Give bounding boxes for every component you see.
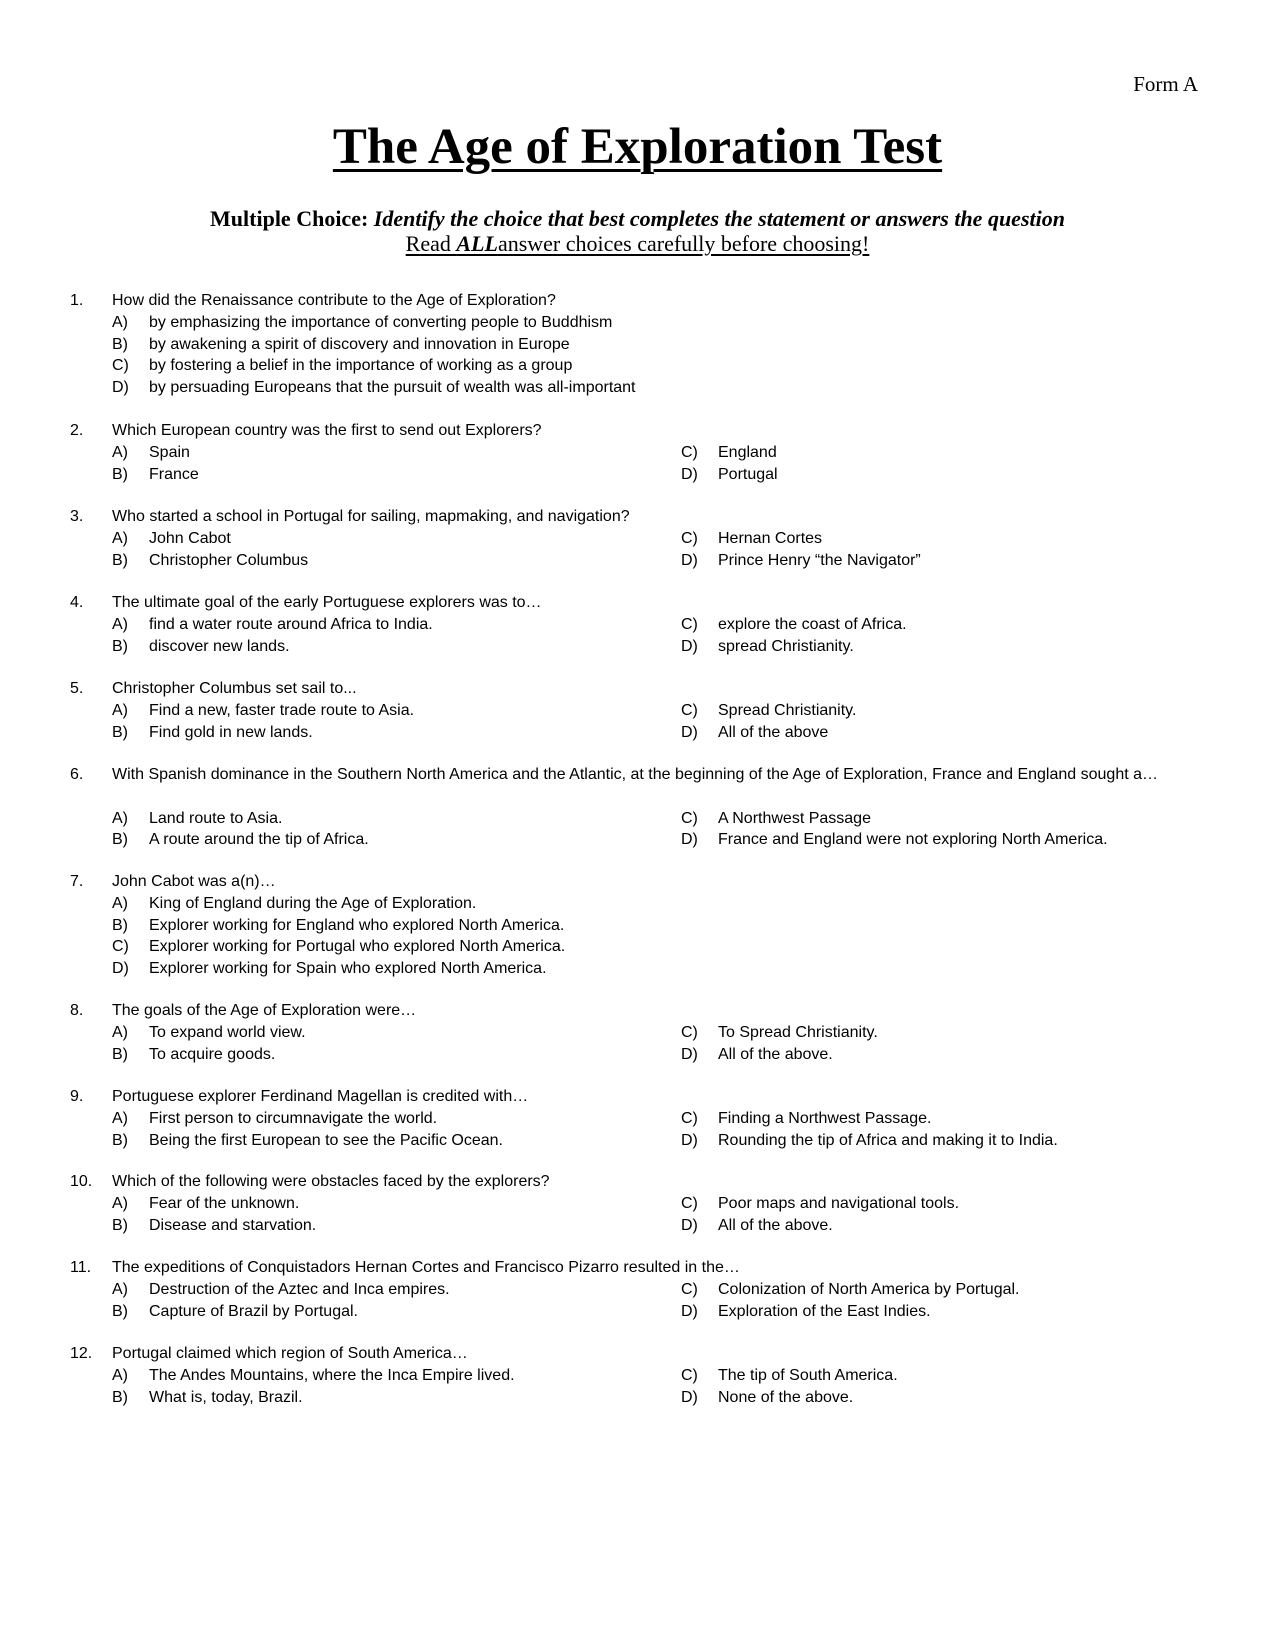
option-letter: C) xyxy=(681,809,698,827)
option-letter: D) xyxy=(681,1131,698,1149)
question-text: With Spanish dominance in the Southern North America and the Atlantic, at the beginning of the Age of Exploration, France and England sought a… xyxy=(112,766,1158,783)
option-text: Being the first European to see the Pacific Ocean. xyxy=(149,1131,503,1149)
option-letter: A) xyxy=(112,1366,128,1384)
option-letter: B) xyxy=(112,831,128,849)
question-number: 11. xyxy=(70,1259,92,1276)
option-letter: A) xyxy=(112,529,128,547)
option-text: Find a new, faster trade route to Asia. xyxy=(149,701,415,719)
option-letter: C) xyxy=(681,1023,698,1041)
question-text: John Cabot was a(n)… xyxy=(112,873,276,890)
option-letter: D) xyxy=(681,1216,698,1234)
option-text: First person to circumnavigate the world. xyxy=(149,1109,438,1127)
option-text: Finding a Northwest Passage. xyxy=(718,1109,932,1127)
option-text: find a water route around Africa to India. xyxy=(149,615,433,633)
option-text: Disease and starvation. xyxy=(149,1216,317,1234)
option-text: King of England during the Age of Exploration. xyxy=(149,894,477,912)
option-letter: B) xyxy=(112,335,128,353)
option-text: France and England were not exploring North America. xyxy=(718,831,1108,849)
option-letter: C) xyxy=(681,1194,698,1212)
question-text: Who started a school in Portugal for sailing, mapmaking, and navigation? xyxy=(112,508,630,525)
question-number: 12. xyxy=(70,1345,93,1362)
option-letter: A) xyxy=(112,1280,128,1298)
option-letter: B) xyxy=(112,1388,128,1406)
option-letter: B) xyxy=(112,1045,128,1063)
option-letter: B) xyxy=(112,465,128,483)
option-letter: C) xyxy=(681,701,698,719)
option-letter: C) xyxy=(112,357,129,375)
option-letter: A) xyxy=(112,443,128,461)
question-text: The ultimate goal of the early Portuguese explorers was to… xyxy=(112,594,542,611)
option-text: Land route to Asia. xyxy=(149,809,283,827)
option-letter: B) xyxy=(112,916,128,934)
line2-post: answer choices carefully before choosing! xyxy=(497,231,870,256)
question-text: Which European country was the first to send out Explorers? xyxy=(112,422,542,439)
option-text: Find gold in new lands. xyxy=(149,723,313,741)
form-label: Form A xyxy=(1133,72,1198,96)
option-text: A Northwest Passage xyxy=(718,809,871,827)
option-text: explore the coast of Africa. xyxy=(718,615,907,633)
line2-all: ALL xyxy=(456,231,498,256)
option-text: discover new lands. xyxy=(149,637,290,655)
option-text: by persuading Europeans that the pursuit of wealth was all-important xyxy=(149,379,636,397)
question-text: Christopher Columbus set sail to... xyxy=(112,680,357,697)
question-text: Portuguese explorer Ferdinand Magellan is credited with… xyxy=(112,1088,529,1105)
option-letter: A) xyxy=(112,615,128,633)
option-text: Rounding the tip of Africa and making it to India. xyxy=(718,1131,1058,1149)
option-text: Capture of Brazil by Portugal. xyxy=(149,1302,358,1320)
option-text: England xyxy=(718,443,777,461)
option-letter: B) xyxy=(112,723,128,741)
option-letter: D) xyxy=(112,379,129,397)
option-letter: D) xyxy=(112,960,129,978)
option-text: Exploration of the East Indies. xyxy=(718,1302,931,1320)
question-text: The expeditions of Conquistadors Hernan Cortes and Francisco Pizarro resulted in the… xyxy=(112,1259,740,1276)
page-title-text: The Age of Exploration Test xyxy=(332,119,943,175)
question-number: 7. xyxy=(70,873,84,890)
question-number: 6. xyxy=(70,766,84,783)
option-letter: C) xyxy=(681,1109,698,1127)
question-number: 5. xyxy=(70,680,84,697)
question-number: 1. xyxy=(70,292,84,309)
question-text: Which of the following were obstacles faced by the explorers? xyxy=(112,1173,550,1190)
question-text: The goals of the Age of Exploration were… xyxy=(112,1002,417,1019)
instructions-line-2 xyxy=(0,231,1275,256)
option-letter: C) xyxy=(681,1280,698,1298)
option-text: Spain xyxy=(149,443,190,461)
option-text: All of the above. xyxy=(718,1216,833,1234)
option-letter: C) xyxy=(681,529,698,547)
mc-text: Identify the choice that best completes the statement or answers the question xyxy=(373,206,1065,231)
option-text: France xyxy=(149,465,199,483)
option-text: John Cabot xyxy=(149,529,231,547)
option-text: Spread Christianity. xyxy=(718,701,857,719)
option-letter: B) xyxy=(112,551,128,569)
option-letter: A) xyxy=(112,809,128,827)
option-letter: A) xyxy=(112,894,128,912)
question-number: 2. xyxy=(70,422,84,439)
option-text: Poor maps and navigational tools. xyxy=(718,1194,960,1212)
option-text: Colonization of North America by Portugal. xyxy=(718,1280,1020,1298)
option-letter: A) xyxy=(112,701,128,719)
option-letter: C) xyxy=(681,1366,698,1384)
option-text: Explorer working for Portugal who explored North America. xyxy=(149,938,566,956)
option-letter: D) xyxy=(681,1302,698,1320)
option-text: Fear of the unknown. xyxy=(149,1194,300,1212)
option-letter: C) xyxy=(112,938,129,956)
question-number: 9. xyxy=(70,1088,84,1105)
option-text: by emphasizing the importance of converting people to Buddhism xyxy=(149,313,613,331)
page-title xyxy=(0,118,1275,176)
option-text: by fostering a belief in the importance of working as a group xyxy=(149,357,573,375)
option-text: Portugal xyxy=(718,465,778,483)
option-text: All of the above xyxy=(718,723,829,741)
question-number: 4. xyxy=(70,594,84,611)
option-letter: D) xyxy=(681,723,698,741)
option-letter: D) xyxy=(681,465,698,483)
option-text: What is, today, Brazil. xyxy=(149,1388,303,1406)
option-text: by awakening a spirit of discovery and innovation in Europe xyxy=(149,335,570,353)
option-text: To acquire goods. xyxy=(149,1045,276,1063)
option-letter: C) xyxy=(681,615,698,633)
option-letter: B) xyxy=(112,1302,128,1320)
option-letter: C) xyxy=(681,443,698,461)
option-text: Explorer working for England who explored North America. xyxy=(149,916,565,934)
option-text: To expand world view. xyxy=(149,1023,306,1041)
question-number: 3. xyxy=(70,508,84,525)
option-text: spread Christianity. xyxy=(718,637,854,655)
option-letter: A) xyxy=(112,1023,128,1041)
option-text: The Andes Mountains, where the Inca Empire lived. xyxy=(149,1366,515,1384)
option-letter: A) xyxy=(112,313,128,331)
question-text: How did the Renaissance contribute to the Age of Exploration? xyxy=(112,292,556,309)
option-text: All of the above. xyxy=(718,1045,833,1063)
line2-pre: Read xyxy=(405,231,457,256)
question-number: 10. xyxy=(70,1173,93,1190)
option-letter: A) xyxy=(112,1194,128,1212)
option-letter: B) xyxy=(112,1216,128,1234)
option-text: None of the above. xyxy=(718,1388,854,1406)
option-letter: D) xyxy=(681,1388,698,1406)
option-text: Explorer working for Spain who explored North America. xyxy=(149,960,547,978)
option-text: A route around the tip of Africa. xyxy=(149,831,369,849)
instructions xyxy=(0,206,1275,256)
option-text: Prince Henry “the Navigator” xyxy=(718,551,921,569)
option-letter: B) xyxy=(112,1131,128,1149)
option-letter: D) xyxy=(681,637,698,655)
instructions-line-1 xyxy=(0,206,1275,231)
option-letter: D) xyxy=(681,831,698,849)
mc-label: Multiple Choice: xyxy=(210,206,369,231)
option-letter: D) xyxy=(681,551,698,569)
option-letter: B) xyxy=(112,637,128,655)
option-text: Christopher Columbus xyxy=(149,551,309,569)
option-text: Hernan Cortes xyxy=(718,529,823,547)
question-text: Portugal claimed which region of South America… xyxy=(112,1345,468,1362)
question-number: 8. xyxy=(70,1002,84,1019)
option-letter: A) xyxy=(112,1109,128,1127)
option-text: Destruction of the Aztec and Inca empires. xyxy=(149,1280,450,1298)
option-letter: D) xyxy=(681,1045,698,1063)
option-text: To Spread Christianity. xyxy=(718,1023,878,1041)
option-text: The tip of South America. xyxy=(718,1366,898,1384)
